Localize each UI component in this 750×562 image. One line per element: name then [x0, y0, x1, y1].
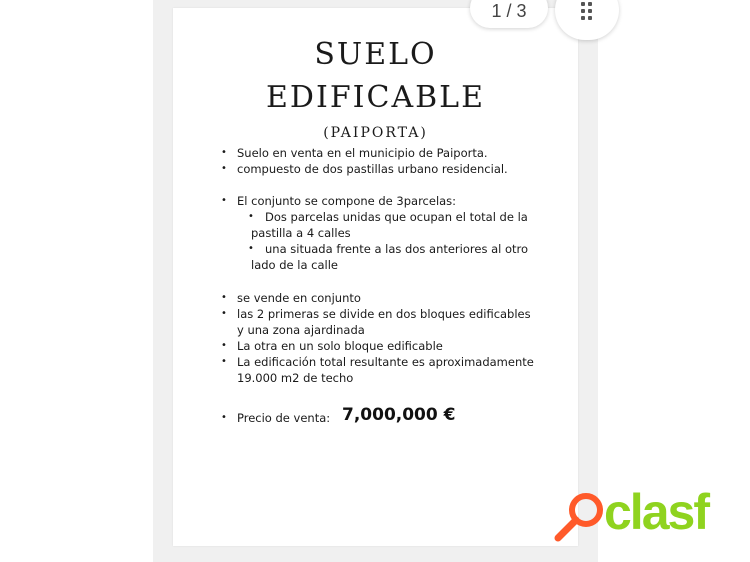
text-line: Dos parcelas unidas que ocupan el total de la — [265, 210, 528, 224]
document-page — [173, 8, 578, 546]
text-line: Suelo en venta en el municipio de Paiporta. — [237, 146, 488, 160]
document-subtitle: (PAIPORTA) — [323, 125, 428, 141]
magnifier-icon — [552, 488, 612, 544]
bullet-icon: • — [221, 356, 227, 367]
text-line: se vende en conjunto — [237, 291, 361, 305]
bullet-icon: • — [221, 163, 227, 174]
text-line: El conjunto se compone de 3parcelas: — [237, 194, 457, 208]
text-line: La edificación total resultante es aproximadamente — [237, 355, 534, 369]
bullet-icon: • — [221, 292, 227, 303]
text-line: La otra en un solo bloque edificable — [237, 339, 443, 353]
text-line: lado de la calle — [251, 258, 338, 272]
price-label: Precio de venta: — [237, 411, 331, 425]
image-counter: 1 / 3 — [470, 0, 548, 28]
price-value: 7,000,000 € — [342, 405, 456, 425]
bullet-icon: • — [248, 211, 254, 222]
document-title-line1: SUELO — [314, 37, 437, 72]
bullet-icon: • — [221, 412, 227, 423]
bullet-icon: • — [221, 147, 227, 158]
text-line: compuesto de dos pastillas urbano residencial. — [237, 162, 508, 176]
text-line: una situada frente a las dos anteriores al otro — [265, 242, 529, 256]
bullet-icon: • — [221, 195, 227, 206]
text-line: 19.000 m2 de techo — [237, 371, 354, 385]
document-title-line2: EDIFICABLE — [266, 80, 485, 115]
clasf-logo — [552, 484, 737, 544]
bullet-icon: • — [221, 340, 227, 351]
bullet-icon: • — [221, 308, 227, 319]
logo-text: clasf — [604, 484, 708, 540]
text-line: las 2 primeras se divide en dos bloques edificables — [237, 307, 531, 321]
text-line: pastilla a 4 calles — [251, 226, 351, 240]
bullet-icon: • — [248, 243, 254, 254]
text-line: y una zona ajardinada — [237, 323, 365, 337]
